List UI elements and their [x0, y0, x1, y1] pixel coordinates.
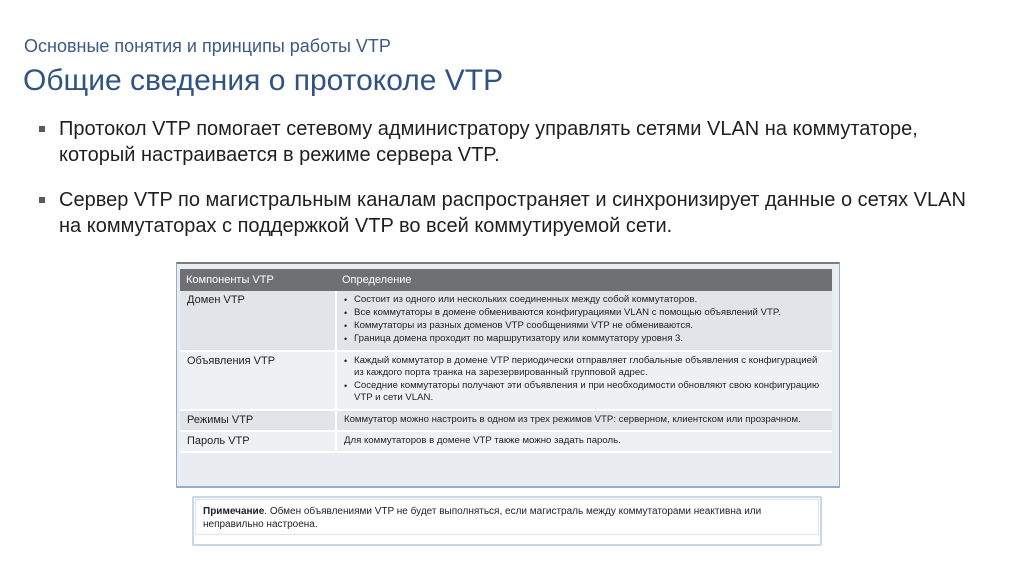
definition-item: • Коммутаторы из разных доменов VTP сообщениями VTP не обмениваются. — [344, 320, 693, 331]
column-header-component: Компоненты VTP — [180, 269, 336, 291]
bullet-text: Сервер VTP по магистральным каналам распространяет и синхронизирует данные о сетях VLAN на коммутаторах с поддержкой VTP во всей коммутируемой сети. — [59, 189, 966, 237]
bullet-dot-icon: • — [344, 334, 348, 344]
component-cell: Домен VTP — [180, 291, 336, 351]
definition-item: • Соседние коммутаторы получают эти объявления и при необходимости обновляют свою конфигурацию VTP и сети VLAN. — [344, 380, 820, 403]
bullet-square-icon — [39, 197, 45, 203]
slide-subtitle: Основные понятия и принципы работы VTP — [24, 36, 391, 56]
bullet-dot-icon: • — [344, 295, 348, 305]
bullet-square-icon — [39, 126, 45, 132]
note-content — [195, 499, 819, 535]
definition-item: • Каждый коммутатор в домене VTP периодически отправляет глобальные объявления с конфигурацией из каждого порта транка на зарезервированный групповой адрес. — [344, 355, 818, 378]
definition-cell — [336, 351, 832, 410]
bullet-text: Протокол VTP помогает сетевому администратору управлять сетями VLAN на коммутаторе, который настраивается в режиме сервера VTP. — [59, 118, 918, 166]
bullet-dot-icon: • — [344, 356, 348, 366]
table-row — [180, 410, 832, 431]
table-row — [180, 291, 832, 351]
note-text: Обмен объявлениями VTP не будет выполняться, если магистраль между коммутаторами неактивна или неправильно настроена. — [203, 506, 762, 530]
definition-item: • Состоит из одного или нескольких соединенных между собой коммутаторов. — [344, 294, 698, 305]
bullet-dot-icon: • — [344, 308, 348, 318]
vtp-components-table-frame — [176, 262, 840, 488]
bullet-dot-icon: • — [344, 381, 348, 391]
table-row — [180, 431, 832, 452]
bullet-dot-icon: • — [344, 321, 348, 331]
definition-cell: Для коммутаторов в домене VTP также можно задать пароль. — [336, 431, 832, 452]
definition-item: • Граница домена проходит по маршрутизатору или коммутатору уровня 3. — [344, 333, 684, 344]
bullet-item — [38, 116, 988, 168]
note-label: Примечание — [203, 506, 265, 517]
note-separator: . — [264, 506, 268, 517]
bullet-list — [38, 116, 988, 258]
definition-cell — [336, 291, 832, 351]
vtp-components-table — [180, 269, 832, 453]
column-header-definition: Определение — [336, 269, 832, 291]
table-row — [180, 351, 832, 410]
definition-cell: Коммутатор можно настроить в одном из трех режимов VTP: серверном, клиентском или прозрачном. — [336, 410, 832, 431]
slide-title: Общие сведения о протоколе VTP — [23, 64, 504, 97]
bullet-item — [38, 187, 988, 239]
definition-item: • Все коммутаторы в домене обмениваются конфигурациями VLAN с помощью объявлений VTP. — [344, 307, 781, 318]
component-cell: Режимы VTP — [180, 410, 336, 431]
note-box — [192, 496, 822, 546]
table-header-row — [180, 269, 832, 291]
component-cell: Пароль VTP — [180, 431, 336, 452]
component-cell: Объявления VTP — [180, 351, 336, 410]
